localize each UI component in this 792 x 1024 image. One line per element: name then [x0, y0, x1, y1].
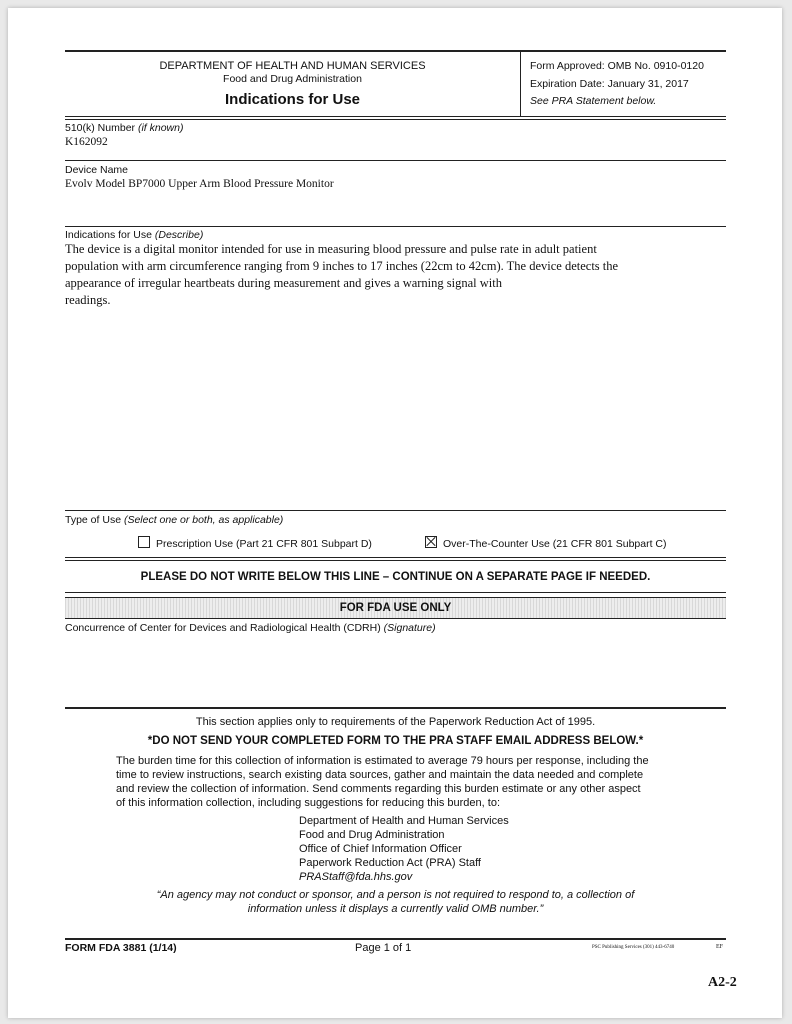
header-divider [520, 52, 521, 116]
sub-agency-name: Food and Drug Administration [223, 73, 362, 85]
concurrence-label [65, 622, 436, 634]
pra-email: PRAStaff@fda.hhs.gov [299, 871, 413, 883]
pra-burden-line: and review the collection of information. Send comments regarding this burden estimate or any other aspect [116, 783, 641, 795]
otc-option[interactable] [425, 536, 667, 550]
omb-number: Form Approved: OMB No. 0910-0120 [530, 60, 704, 72]
warning-rule [65, 592, 726, 593]
form-title: Indications for Use [224, 91, 361, 108]
page-number: Page 1 of 1 [355, 942, 412, 954]
indications-rule [65, 510, 726, 511]
pra-address-line: Paperwork Reduction Act (PRA) Staff [299, 857, 481, 869]
k510-label-note: (if known) [137, 122, 184, 134]
pra-agency-note-line: “An agency may not conduct or sponsor, and a person is not required to respond to, a collection of [156, 889, 635, 901]
type-rule-2 [65, 560, 726, 561]
k510-value: K162092 [65, 136, 108, 148]
indications-label-note: (Describe) [154, 229, 204, 241]
publisher-info: PSC Publishing Services (301) 443-6740 [592, 945, 675, 950]
indications-line: readings. [65, 293, 111, 307]
otc-checkbox[interactable] [425, 536, 437, 548]
concurrence-label-note: (Signature) [383, 622, 436, 634]
type-of-use-label-text: Type of Use [65, 514, 122, 526]
header-bottom-rule-1 [65, 116, 726, 117]
pra-address-line: Department of Health and Human Services [299, 815, 509, 827]
pra-do-not-send: *DO NOT SEND YOUR COMPLETED FORM TO THE PRA STAFF EMAIL ADDRESS BELOW.* [147, 735, 644, 747]
page-label: A2-2 [708, 975, 737, 990]
pra-address-line: Food and Drug Administration [299, 829, 445, 841]
type-rule-1 [65, 557, 726, 558]
k510-label [65, 122, 183, 134]
indications-label [65, 229, 203, 241]
pra-burden-text [116, 754, 716, 810]
form-number: FORM FDA 3881 (1/14) [65, 942, 177, 954]
header-bottom-rule-2 [65, 119, 726, 120]
pra-burden-line: of this information collection, including suggestions for reducing this burden, to: [116, 797, 500, 809]
pra-note: See PRA Statement below. [530, 95, 657, 107]
pra-top-rule [65, 707, 726, 709]
prescription-checkbox[interactable] [138, 536, 150, 548]
pra-burden-line: The burden time for this collection of information is estimated to average 79 hours per response, including the [116, 755, 649, 767]
indications-line: appearance of irregular heartbeats during measurement and gives a warning signal with [65, 276, 502, 290]
footer-rule [65, 938, 726, 940]
pra-burden-line: time to review instructions, search existing data sources, gather and maintain the data needed and complete [116, 769, 644, 781]
pra-address-line: Office of Chief Information Officer [299, 843, 462, 855]
pra-agency-note-line: information unless it displays a currently valid OMB number.” [247, 903, 544, 915]
type-of-use-label [65, 514, 283, 526]
k510-rule [65, 160, 726, 161]
pra-applies: This section applies only to requirements of the Paperwork Reduction Act of 1995. [195, 716, 596, 728]
pra-address [299, 814, 619, 884]
otc-label: Over-The-Counter Use (21 CFR 801 Subpart C) [443, 538, 667, 550]
do-not-write-warning: PLEASE DO NOT WRITE BELOW THIS LINE – CONTINUE ON A SEPARATE PAGE IF NEEDED. [140, 571, 651, 583]
header-top-rule [65, 50, 726, 52]
k510-label-text: 510(k) Number [65, 122, 136, 134]
prescription-label: Prescription Use (Part 21 CFR 801 Subpart D) [156, 538, 372, 550]
expiration-date: Expiration Date: January 31, 2017 [530, 78, 689, 90]
device-name-value: Evolv Model BP7000 Upper Arm Blood Pressure Monitor [65, 178, 334, 190]
agency-name: DEPARTMENT OF HEALTH AND HUMAN SERVICES [159, 60, 426, 72]
publisher-code: EF [716, 944, 724, 950]
type-of-use-label-note: (Select one or both, as applicable) [123, 514, 284, 526]
indications-line: population with arm circumference ranging from 9 inches to 17 inches (22cm to 42cm). The device detects the [65, 259, 619, 273]
indications-label-text: Indications for Use [65, 229, 152, 241]
fda-use-only-label: FOR FDA USE ONLY [339, 602, 452, 614]
indications-text [65, 241, 726, 309]
pra-agency-note [65, 888, 726, 916]
indications-line: The device is a digital monitor intended for use in measuring blood pressure and pulse rate in adult patient [65, 242, 597, 256]
device-rule [65, 226, 726, 227]
prescription-option[interactable] [138, 536, 372, 550]
device-name-label: Device Name [65, 164, 129, 176]
concurrence-label-text: Concurrence of Center for Devices and Radiological Health (CDRH) [65, 622, 381, 634]
